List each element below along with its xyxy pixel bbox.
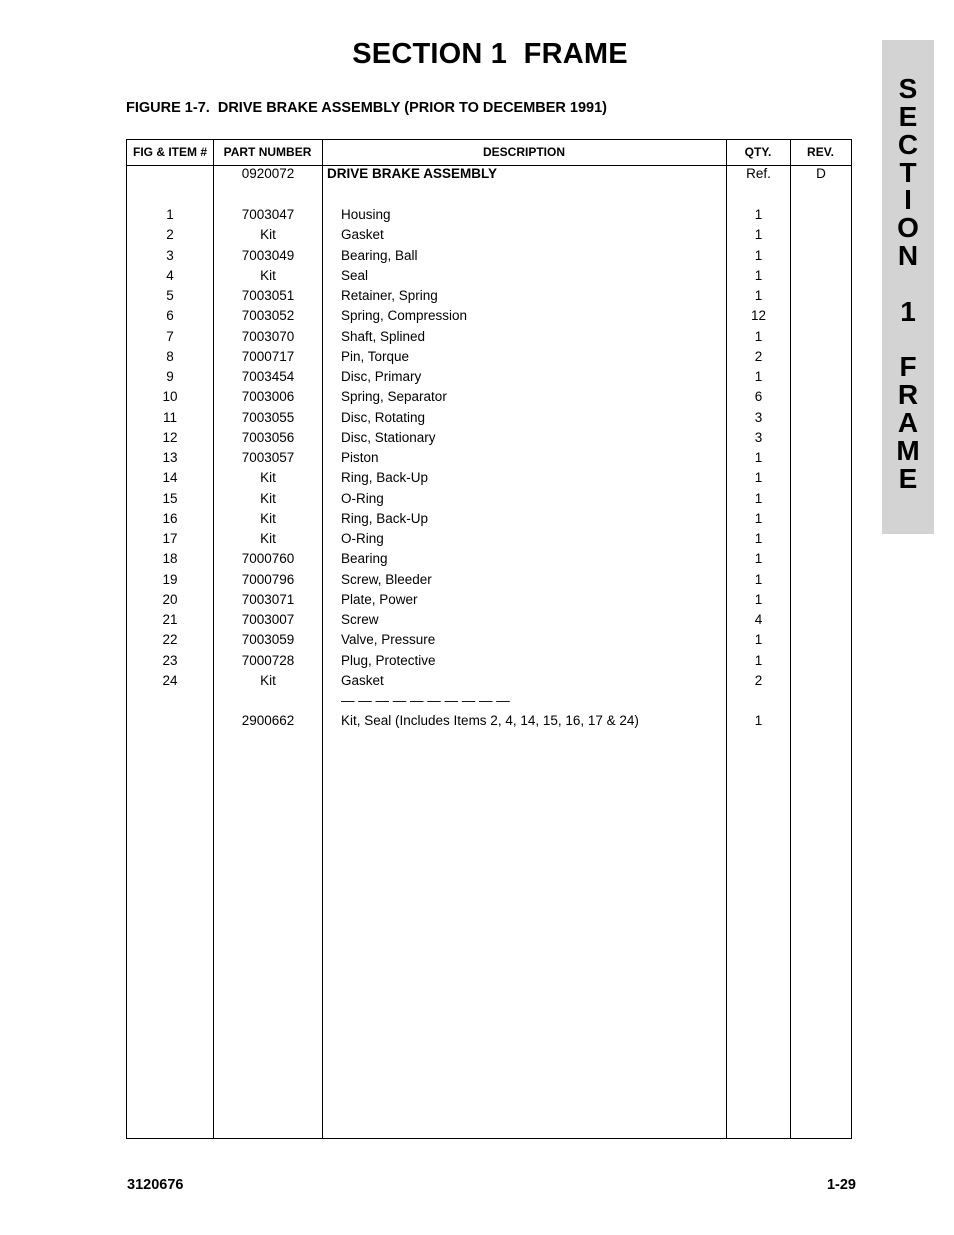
- header-qty: QTY.: [744, 145, 772, 159]
- table-row: [127, 509, 851, 529]
- quantity: 1: [754, 652, 763, 668]
- description: Bearing: [341, 551, 388, 567]
- side-tab-letter: E: [898, 463, 918, 494]
- fig-item: 20: [162, 591, 178, 607]
- description: Retainer, Spring: [341, 288, 438, 303]
- part-number: 7003006: [241, 389, 295, 405]
- description: Screw: [341, 612, 379, 627]
- part-number: Kit: [260, 267, 276, 283]
- description: Plate, Power: [341, 591, 418, 607]
- fig-item: 9: [166, 369, 174, 384]
- part-number: 0920072: [241, 166, 295, 181]
- figure-title: FIGURE 1-7. DRIVE BRAKE ASSEMBLY (PRIOR TO DECEMBER 1991): [126, 100, 608, 116]
- table-row: [127, 549, 851, 569]
- side-tab-letter: R: [897, 379, 919, 410]
- part-number: Kit: [260, 490, 276, 506]
- part-number: Kit: [260, 227, 276, 243]
- quantity: 2: [754, 672, 763, 688]
- table-row: [127, 489, 851, 509]
- fig-item: 12: [162, 429, 178, 445]
- quantity: 1: [754, 490, 763, 506]
- fig-item: 6: [166, 308, 174, 324]
- fig-item: 18: [162, 551, 178, 567]
- description: Disc, Rotating: [341, 409, 426, 425]
- table-row: [127, 327, 851, 347]
- side-tab-letter: O: [897, 212, 919, 243]
- fig-item: 22: [162, 632, 178, 648]
- quantity: 1: [754, 591, 763, 607]
- description: Piston: [341, 450, 379, 465]
- table-row: [127, 570, 851, 590]
- fig-item: 17: [162, 531, 178, 546]
- fig-item: 16: [162, 510, 178, 526]
- part-number: 7003055: [241, 409, 295, 425]
- table-row: [127, 286, 851, 306]
- fig-item: 1: [166, 207, 174, 222]
- part-number: 7003071: [241, 591, 295, 607]
- description: Housing: [341, 207, 391, 222]
- quantity: 1: [754, 288, 763, 303]
- part-number: 2900662: [241, 713, 295, 728]
- side-tab-letter: S: [898, 73, 918, 104]
- description: Spring, Compression: [341, 308, 468, 324]
- table-row: [127, 529, 851, 549]
- table-row: [127, 205, 851, 225]
- fig-item: 13: [162, 450, 178, 465]
- table-row: [127, 428, 851, 448]
- quantity: 1: [754, 328, 763, 344]
- separator-row: [127, 691, 851, 711]
- quantity: 1: [754, 632, 763, 648]
- description: Ring, Back-Up: [341, 470, 429, 486]
- description: O-Ring: [341, 531, 384, 546]
- fig-item: 7: [166, 328, 174, 344]
- kit-row: [127, 711, 851, 731]
- table-row: [127, 347, 851, 367]
- fig-item: 2: [166, 227, 174, 243]
- part-number: 7000717: [241, 348, 295, 364]
- table-row: [127, 408, 851, 428]
- part-number: 7000796: [241, 571, 295, 587]
- header-description: DESCRIPTION: [482, 145, 565, 159]
- fig-item: 3: [166, 247, 174, 263]
- header-part-number: PART NUMBER: [223, 145, 312, 159]
- part-number: 7003047: [241, 207, 295, 222]
- quantity: 12: [750, 308, 767, 324]
- table-row: [127, 468, 851, 488]
- side-tab-letter: C: [897, 129, 919, 160]
- part-number: 7003052: [241, 308, 295, 324]
- fig-item: 4: [166, 267, 174, 283]
- part-number: 7000728: [241, 652, 295, 668]
- fig-item: 14: [162, 470, 178, 486]
- table-row: [127, 246, 851, 266]
- side-tab-letter: N: [897, 240, 919, 271]
- fig-item: 5: [166, 288, 174, 303]
- fig-item: 8: [166, 348, 174, 364]
- table-row: [127, 448, 851, 468]
- part-number: Kit: [260, 510, 276, 526]
- table-row: [127, 671, 851, 691]
- quantity: 1: [754, 510, 763, 526]
- quantity: 3: [754, 409, 763, 425]
- quantity: 1: [754, 571, 763, 587]
- part-number: Kit: [260, 531, 276, 546]
- side-tab-letter: E: [898, 101, 918, 132]
- part-number: 7000760: [241, 551, 295, 567]
- table-row: [127, 225, 851, 245]
- part-number: 7003057: [241, 450, 295, 465]
- side-tab-letter: I: [904, 184, 912, 215]
- quantity: 1: [754, 207, 763, 222]
- quantity: 1: [754, 531, 763, 546]
- side-tab-letter: A: [897, 407, 919, 438]
- part-number: Kit: [260, 470, 276, 486]
- table-row: [127, 306, 851, 326]
- description: Ring, Back-Up: [341, 510, 429, 526]
- separator-dashes: — — — — — — — — — —: [341, 693, 510, 708]
- description: Shaft, Splined: [341, 328, 426, 344]
- description: Disc, Stationary: [341, 429, 436, 445]
- table-row: [127, 610, 851, 630]
- quantity: 2: [754, 348, 763, 364]
- fig-item: 11: [162, 409, 177, 425]
- quantity: 1: [754, 551, 763, 567]
- quantity: 1: [754, 267, 763, 283]
- section-title: SECTION 1 FRAME: [352, 38, 628, 70]
- description: Bearing, Ball: [341, 247, 418, 263]
- page-number: 1-29: [826, 1177, 856, 1193]
- table-row: [127, 590, 851, 610]
- description: Spring, Separator: [341, 389, 447, 405]
- fig-item: 15: [162, 490, 178, 506]
- description: Valve, Pressure: [341, 632, 436, 648]
- quantity: 4: [754, 612, 763, 627]
- document-number: 3120676: [127, 1177, 184, 1193]
- description: O-Ring: [341, 490, 384, 506]
- part-number: 7003059: [241, 632, 295, 648]
- part-number: 7003007: [241, 612, 295, 627]
- header-fig-item: FIG & ITEM #: [132, 145, 207, 159]
- quantity: 1: [754, 369, 763, 384]
- fig-item: 10: [162, 389, 178, 405]
- side-tab-letter: F: [899, 351, 917, 382]
- quantity: Ref.: [746, 166, 771, 181]
- fig-item: 24: [162, 672, 178, 688]
- side-tab-letter: T: [899, 157, 917, 188]
- quantity: 3: [754, 429, 763, 445]
- part-number: 7003070: [241, 328, 295, 344]
- part-number: Kit: [260, 672, 276, 688]
- parts-table: [126, 139, 852, 1139]
- quantity: 1: [754, 247, 763, 263]
- part-number: 7003454: [241, 369, 295, 384]
- fig-item: 19: [162, 571, 178, 587]
- revision: D: [816, 166, 826, 181]
- table-row: [127, 367, 851, 387]
- description: Kit, Seal (Includes Items 2, 4, 14, 15, 16, 17 & 24): [341, 713, 639, 728]
- part-number: 7003051: [241, 288, 295, 303]
- quantity: 6: [754, 389, 763, 405]
- side-tab-letter: 1: [900, 296, 916, 327]
- part-number: 7003049: [241, 247, 295, 263]
- description: Screw, Bleeder: [341, 571, 432, 587]
- assembly-row: [127, 164, 851, 184]
- quantity: 1: [754, 470, 763, 486]
- fig-item: 23: [162, 652, 178, 668]
- quantity: 1: [754, 227, 763, 243]
- description: Gasket: [341, 227, 384, 243]
- table-row: [127, 651, 851, 671]
- description: Gasket: [341, 672, 384, 688]
- description: DRIVE BRAKE ASSEMBLY: [327, 166, 498, 181]
- header-rev: REV.: [807, 145, 834, 159]
- table-row: [127, 266, 851, 286]
- description: Pin, Torque: [341, 348, 410, 364]
- side-tab-letter: M: [896, 435, 920, 466]
- description: Plug, Protective: [341, 652, 436, 668]
- description: Seal: [341, 267, 369, 283]
- quantity: 1: [754, 450, 763, 465]
- quantity: 1: [754, 713, 763, 728]
- description: Disc, Primary: [341, 369, 422, 384]
- table-row: [127, 387, 851, 407]
- fig-item: 21: [162, 612, 178, 627]
- table-row: [127, 630, 851, 650]
- part-number: 7003056: [241, 429, 295, 445]
- section-side-tab: [882, 40, 934, 534]
